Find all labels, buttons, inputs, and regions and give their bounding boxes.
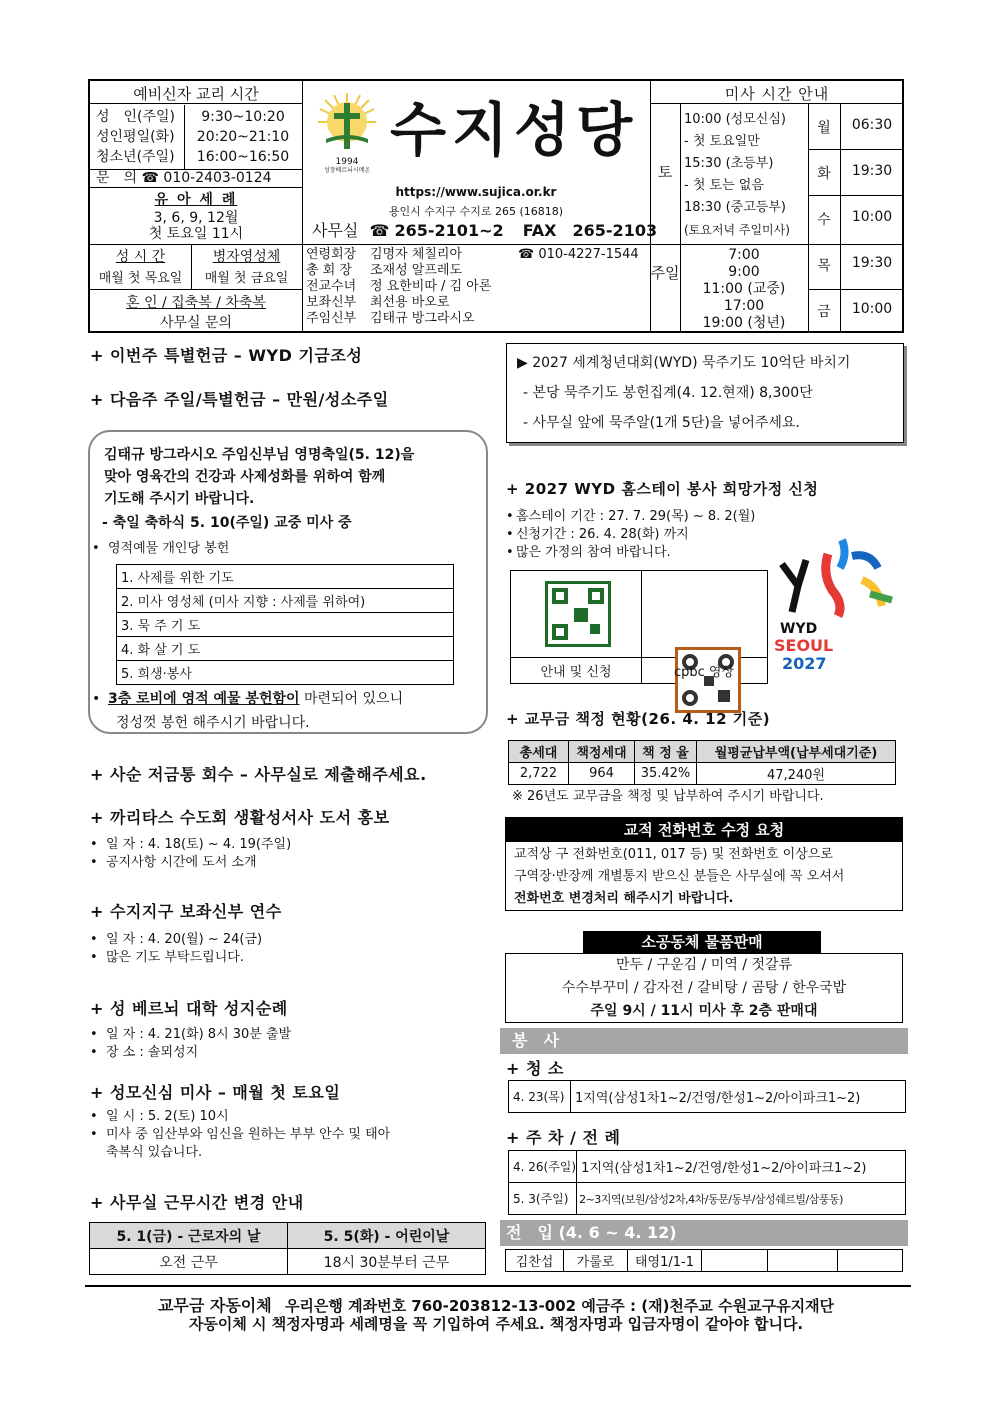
table-row (117, 613, 454, 637)
catechism-label: 청소년(주일) (96, 149, 175, 165)
staff-name: 김태규 방그라시오 (370, 311, 475, 326)
footer-line2: 자동이체 시 책정자명과 세례명을 꼭 기입하여 주세요. 책정자명과 입금자명이 같아야 합니다. (188, 1315, 804, 1333)
table-cell: 1지역(삼성1차1~2/건영/한성1~2/아이파크1~2) (577, 1151, 906, 1183)
bouquet-item: 1. 사제를 위한 기도 (117, 565, 454, 589)
feast-line: 기도해 주시기 바랍니다. (104, 491, 255, 507)
staff-name: 조재성 알프레도 (370, 263, 463, 278)
feast-mass: - 축일 축하식 5. 10(주일) 교중 미사 중 (102, 515, 352, 531)
logo-year: 1994 (335, 157, 359, 167)
list-item: 일 자 : 4. 21(화) 8시 30분 출발 (106, 1027, 292, 1042)
table-row (90, 1249, 486, 1275)
bouquet-text: 영적예물 개인당 봉헌 (108, 541, 230, 556)
office-label: 사무실 (312, 221, 359, 240)
mass-time: 19:00 (청년) (702, 315, 786, 331)
mass-time: 17:00 (723, 298, 765, 314)
homestay-list: • 홈스테이 기간 : 27. 7. 29(목) ~ 8. 2(월) • 신청기간 : 26. 4. 28(화) 까지 • 많은 가정의 참여 바랍니다. (506, 509, 756, 560)
autopay-label: 교무금 자동이체 (157, 1296, 272, 1315)
table-cell: 4. 26(주일) (509, 1151, 577, 1183)
table-row (117, 661, 454, 685)
parking-title: + 주 차 / 전 례 (506, 1128, 621, 1147)
caritas-title: + 까리타스 수도회 생활성서사 도서 홍보 (90, 808, 390, 827)
mass-time: 10:00 (성모신심) (684, 112, 786, 127)
catechism-label: 성인평일(화) (96, 129, 175, 145)
list-item: 공지사항 시간에 도서 소개 (106, 855, 257, 870)
table-header: 5. 5(화) - 어린이날 (288, 1223, 486, 1249)
weekday-time: 19:30 (851, 255, 893, 271)
weekday-label: 금 (817, 304, 831, 320)
website-link[interactable]: https://www.sujica.or.kr (395, 185, 557, 199)
list-item-continued: 축복식 있습니다. (106, 1145, 203, 1160)
weekday-label: 수 (817, 212, 831, 228)
vicar-training-title: + 수지지구 보좌신부 연수 (90, 902, 282, 921)
table-header: 총세대 (509, 741, 569, 763)
contact-label: 문 의 (96, 170, 138, 186)
contact-row (96, 169, 272, 187)
list-item: 많은 기도 부탁드립니다. (106, 950, 244, 965)
phone-update-line: 구역장·반장께 개별통지 받으신 분들은 사무실에 꼭 오셔서 (514, 869, 845, 884)
staff-list (306, 247, 491, 327)
phone-update-box (505, 817, 903, 911)
table-row (509, 1151, 906, 1183)
sale-line: 주일 9시 / 11시 미사 후 2층 판매대 (590, 1003, 818, 1019)
lobby-rest: 마련되어 있으니 (299, 691, 404, 707)
table-cell: 4. 23(목) (509, 1081, 571, 1113)
catechism-time: 16:00~16:50 (196, 149, 290, 165)
phone-update-line: 교적상 구 전화번호(011, 017 등) 및 전화번호 이상으로 (514, 847, 833, 862)
feast-line: 김태규 방그라시오 주임신부님 영명축일(5. 12)을 (104, 447, 415, 463)
pilgrimage-title: + 성 베르뇌 대학 성지순례 (90, 999, 288, 1018)
staff-phone-row (518, 247, 639, 262)
church-logo (316, 91, 378, 174)
lobby-bold: 3층 로비에 영적 예물 봉헌함이 (108, 691, 300, 707)
table-cell (702, 1250, 768, 1272)
phone-icon: ☎ (369, 221, 390, 240)
weekday-label: 목 (817, 258, 831, 274)
table-cell: 2,722 (509, 763, 569, 785)
confession-when: 매월 첫 목요일 (98, 271, 183, 286)
mass-time: (토요저녁 주일미사) (684, 223, 790, 237)
table-cell: 964 (569, 763, 635, 785)
staff-phone: 010-4227-1544 (538, 247, 639, 262)
homestay-title: + 2027 WYD 홈스테이 봉사 희망가정 신청 (506, 480, 819, 498)
marian-mass-list: • 일 시 : 5. 2(토) 10시 • 미사 중 임산부와 임신을 원하는 부부 안수 및 태아 축복식 있습니다. (90, 1109, 391, 1160)
qr-code-icon[interactable] (675, 647, 741, 713)
feast-text (104, 444, 414, 510)
mass-time: - 첫 토는 없음 (684, 178, 764, 193)
table-row (117, 589, 454, 613)
table-cell: 5. 3(주일) (509, 1183, 577, 1215)
table-row (509, 1081, 906, 1113)
bouquet-item: 4. 화 살 기 도 (117, 637, 454, 661)
wyd-logo-text: WYD (780, 621, 818, 637)
table-header: 5. 1(금) - 근로자의 날 (90, 1223, 288, 1249)
table-header: 월평균납부액(납부세대기준) (697, 741, 896, 763)
marriage-when: 사무실 문의 (159, 315, 233, 331)
notice-this-week-offering: + 이번주 특별헌금 – WYD 기금조성 (90, 346, 363, 365)
bouquet-item: 2. 미사 영성체 (미사 지향 : 사제를 위하여) (117, 589, 454, 613)
wyd-logo-icon (778, 534, 898, 618)
catechism-labels (96, 107, 175, 167)
staff-role: 전교수녀 (306, 279, 357, 294)
notice-next-week-offering: + 다음주 주일/특별헌금 – 만원/성소주일 (90, 390, 389, 409)
anointing-title: 병자영성체 (212, 249, 281, 265)
list-item: 일 시 : 5. 2(토) 10시 (106, 1109, 229, 1124)
table-header: 책 정 율 (635, 741, 697, 763)
bouquet-item: 3. 묵 주 기 도 (117, 613, 454, 637)
sale-title: 소공동체 물품판매 (583, 931, 821, 953)
infant-baptism-title: 유 아 세 례 (154, 192, 238, 208)
staff-role: 주임신부 (306, 311, 357, 326)
saturday-label: 토 (657, 163, 673, 181)
table-row (506, 1250, 903, 1272)
pilgrimage-list: • 일 자 : 4. 21(화) 8시 30분 출발 • 장 소 : 솔뫼성지 (90, 1027, 292, 1060)
list-item: 일 자 : 4. 18(토) ~ 4. 19(주일) (106, 837, 292, 852)
parking-table (508, 1150, 906, 1215)
table-row (509, 741, 896, 763)
phone-update-text (506, 842, 902, 912)
table-row (117, 565, 454, 589)
list-item: 많은 가정의 참여 바랍니다. (516, 545, 671, 560)
weekday-time: 10:00 (851, 301, 893, 317)
wyd-rosary-box (506, 343, 904, 443)
table-cell (768, 1250, 838, 1272)
phone-icon: ☎ (141, 170, 159, 186)
bouquet-item: 5. 희생·봉사 (117, 661, 454, 685)
dues-title: + 교무금 책정 현황(26. 4. 12 기준) (506, 710, 771, 728)
phone-icon: ☎ (518, 247, 535, 262)
infant-baptism-day: 첫 토요일 11시 (148, 226, 244, 242)
table-cell (838, 1250, 903, 1272)
mass-time: - 첫 토요일만 (684, 134, 760, 149)
contact-phone: 010-2403-0124 (163, 170, 272, 186)
office-fax: FAX 265-2103 (522, 221, 658, 240)
staff-name: 정 요한비따 / 김 아론 (370, 279, 492, 294)
move-in-table (505, 1249, 903, 1272)
mass-time: 11:00 (교중) (702, 281, 786, 297)
lobby-line2: 정성껏 봉헌 해주시기 바랍니다. (116, 715, 310, 731)
table-cell: 1지역(삼성1차1~2/건영/한성1~2/아이파크1~2) (571, 1081, 906, 1113)
office-hours-title: + 사무실 근무시간 변경 안내 (90, 1193, 304, 1212)
confession-title: 성 시 간 (115, 249, 166, 265)
church-name: 수지성당 (390, 96, 639, 164)
catechism-time: 9:30~10:20 (201, 109, 285, 125)
staff-role: 연령회장 (306, 247, 357, 262)
mass-time: 9:00 (728, 264, 760, 280)
wyd-logo-city: SEOUL (774, 636, 834, 655)
infant-baptism-months: 3, 6, 9, 12월 (153, 210, 239, 226)
service-band: 봉 사 (500, 1028, 908, 1054)
header-box (88, 79, 904, 333)
sale-box (505, 953, 903, 1023)
wyd-logo-year: 2027 (782, 654, 827, 673)
address: 용인시 수지구 수지로 265 (16818) (388, 205, 564, 218)
table-cell: 태영1/1-1 (628, 1250, 702, 1272)
list-item: 미사 중 임산부와 임신을 원하는 부부 안수 및 태아 (106, 1127, 391, 1142)
sale-line: 수수부꾸미 / 감자전 / 갈비탕 / 곰탕 / 한우국밥 (561, 980, 847, 996)
cleaning-table (508, 1080, 906, 1113)
saturday-times (684, 109, 790, 241)
office-phone: 265-2101~2 (394, 221, 504, 240)
bouquet-line: • 영적예물 개인당 봉헌 (92, 541, 230, 556)
weekday-time: 06:30 (851, 117, 893, 133)
dues-table (508, 740, 896, 785)
move-in-band: 전 입 (4. 6 ~ 4. 12) (500, 1220, 908, 1246)
sunday-times (680, 247, 808, 332)
qr-box (510, 570, 768, 684)
table-row (90, 1223, 486, 1249)
lobby-notice: • 3층 로비에 영적 예물 봉헌함이 마련되어 있으니 (92, 691, 404, 707)
staff-role: 보좌신부 (306, 295, 357, 310)
qr-code-icon[interactable] (545, 581, 611, 647)
list-item: 신청기간 : 26. 4. 28(화) 까지 (516, 527, 689, 542)
catechism-times (186, 107, 300, 167)
office-hours-table (89, 1222, 486, 1275)
staff-name: 김명자 체칠리아 (370, 247, 463, 262)
wyd-line: - 본당 묵주기도 봉헌집계(4. 12.현재) 8,300단 (523, 385, 813, 401)
table-cell: 35.42% (635, 763, 697, 785)
sunday-label: 주일 (650, 264, 680, 282)
catechism-label: 성 인(주일) (96, 109, 176, 125)
weekday-time: 19:30 (851, 163, 893, 179)
feast-box (88, 430, 488, 734)
list-item: 일 자 : 4. 20(월) ~ 24(금) (106, 932, 263, 947)
wyd-line: ▶ 2027 세계청년대회(WYD) 묵주기도 10억단 바치기 (517, 355, 851, 371)
staff-name: 최선용 바오로 (370, 295, 450, 310)
table-cell: 오전 근무 (90, 1249, 288, 1275)
table-cell: 18시 30분부터 근무 (288, 1249, 486, 1275)
staff-role: 총 회 장 (306, 263, 352, 278)
office-contact (312, 218, 657, 241)
wyd-seoul-logo (774, 534, 898, 674)
dues-note: ※ 26년도 교무금을 책정 및 납부하여 주시기 바랍니다. (512, 789, 824, 804)
weekday-time: 10:00 (851, 209, 893, 225)
anointing-when: 매월 첫 금요일 (204, 271, 289, 286)
table-cell: 47,240원 (697, 763, 896, 785)
qr-label: 안내 및 신청 (540, 665, 612, 680)
mass-time: 18:30 (중고등부) (684, 200, 786, 215)
phone-update-title: 교적 전화번호 수정 요청 (506, 818, 902, 842)
marian-mass-title: + 성모신심 미사 – 매월 첫 토요일 (90, 1083, 341, 1102)
marriage-title: 혼 인 / 집축복 / 차축복 (126, 295, 266, 311)
bank-account: 우리은행 계좌번호 760-203812-13-002 예금주 : (재)천주교 수원교구유지재단 (284, 1297, 835, 1315)
cross-logo-icon (316, 91, 378, 153)
table-row (117, 637, 454, 661)
table-row (509, 763, 896, 785)
wyd-line: - 사무실 앞에 묵주알(1개 5단)을 넣어주세요. (523, 415, 800, 431)
qr-label: cpbc 영상 (673, 665, 735, 680)
feast-line: 맞아 영육간의 건강과 사제성화를 위하여 함께 (104, 469, 386, 485)
weekday-label: 화 (817, 166, 831, 182)
table-row (509, 1183, 906, 1215)
lent-bank-notice: + 사순 저금통 회수 – 사무실로 제출해주세요. (90, 765, 427, 784)
table-header: 책정세대 (569, 741, 635, 763)
mass-time: 7:00 (728, 247, 760, 263)
catechism-title: 예비신자 교리 시간 (133, 85, 259, 103)
cleaning-title: + 청 소 (506, 1059, 564, 1078)
list-item: 장 소 : 솔뫼성지 (106, 1045, 199, 1060)
table-cell: 김찬섭 (506, 1250, 564, 1272)
phone-update-line: 전화번호 변경처리 해주시기 바랍니다. (514, 891, 734, 906)
bouquet-table (116, 564, 454, 685)
sale-line: 만두 / 구운김 / 미역 / 젓갈류 (615, 957, 793, 973)
caritas-list: • 일 자 : 4. 18(토) ~ 4. 19(주일) • 공지사항 시간에 도서 소개 (90, 837, 292, 870)
weekday-label: 월 (817, 120, 831, 136)
table-cell: 2~3지역(보원/삼성2차,4차/동문/동부/삼성쉐르빌/삼풍동) (577, 1183, 906, 1215)
catechism-time: 20:20~21:10 (196, 129, 290, 145)
mass-time: 15:30 (초등부) (684, 156, 774, 171)
list-item: 홈스테이 기간 : 27. 7. 29(목) ~ 8. 2(월) (516, 509, 756, 524)
table-cell: 가룰로 (564, 1250, 628, 1272)
logo-caption: 성장베르뇌시메온 (323, 167, 371, 174)
mass-title: 미사 시간 안내 (724, 85, 830, 103)
vicar-training-list: • 일 자 : 4. 20(월) ~ 24(금) • 많은 기도 부탁드립니다. (90, 932, 263, 965)
